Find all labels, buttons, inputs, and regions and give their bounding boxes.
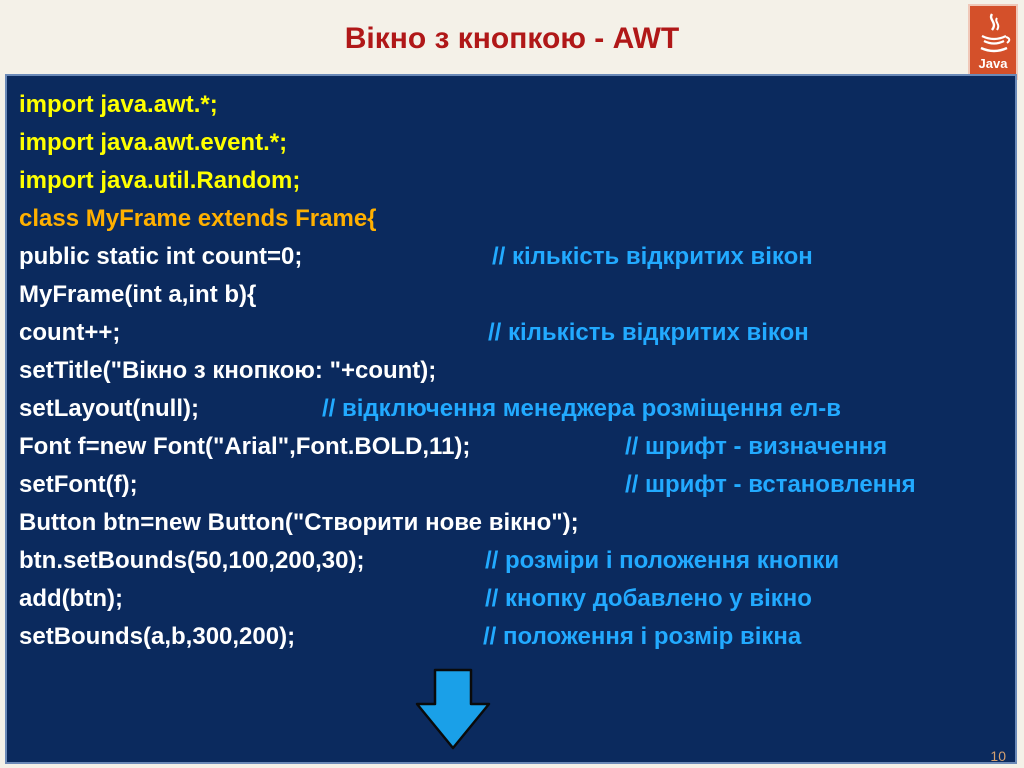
comment-add-button: // кнопку добавлено у вікно (485, 585, 812, 612)
down-arrow-icon (415, 668, 491, 750)
comment-set-bounds: // положення і розмір вікна (483, 623, 802, 650)
code-line-add-button: add(btn); (19, 585, 123, 612)
code-line-import-awt-event: import java.awt.event.*; (19, 129, 288, 156)
comment-font-definition: // шрифт - визначення (625, 433, 888, 460)
code-line-import-random: import java.util.Random; (19, 167, 301, 194)
code-line-button-bounds: btn.setBounds(50,100,200,30); (19, 547, 365, 574)
code-line-count-field: public static int count=0; (19, 243, 303, 270)
code-line-set-font: setFont(f); (19, 471, 138, 498)
code-panel (5, 74, 1017, 764)
java-cup-icon (976, 12, 1012, 56)
java-logo-text: Java (978, 56, 1008, 71)
code-line-font-definition: Font f=new Font("Arial",Font.BOLD,11); (19, 433, 471, 460)
code-line-button-new: Button btn=new Button("Створити нове вікно"); (19, 509, 579, 536)
code-line-set-bounds: setBounds(a,b,300,200); (19, 623, 296, 650)
java-logo (968, 4, 1018, 80)
code-line-import-awt: import java.awt.*; (19, 91, 218, 118)
comment-button-bounds: // розміри і положення кнопки (485, 547, 840, 574)
slide-number: 10 (990, 748, 1006, 764)
code-line-set-layout: setLayout(null); (19, 395, 199, 422)
comment-set-font: // шрифт - встановлення (625, 471, 916, 498)
comment-count-increment: // кількість відкритих вікон (488, 319, 809, 346)
comment-count-field: // кількість відкритих вікон (492, 243, 813, 270)
code-line-class-declaration: class MyFrame extends Frame{ (19, 205, 377, 232)
code-line-set-title: setTitle("Вікно з кнопкою: "+count); (19, 357, 437, 384)
code-line-count-increment: count++; (19, 319, 121, 346)
slide-title: Вікно з кнопкою - AWT (344, 22, 680, 55)
comment-set-layout: // відключення менеджера розміщення ел-в (322, 395, 841, 422)
code-line-constructor: MyFrame(int a,int b){ (19, 281, 257, 308)
